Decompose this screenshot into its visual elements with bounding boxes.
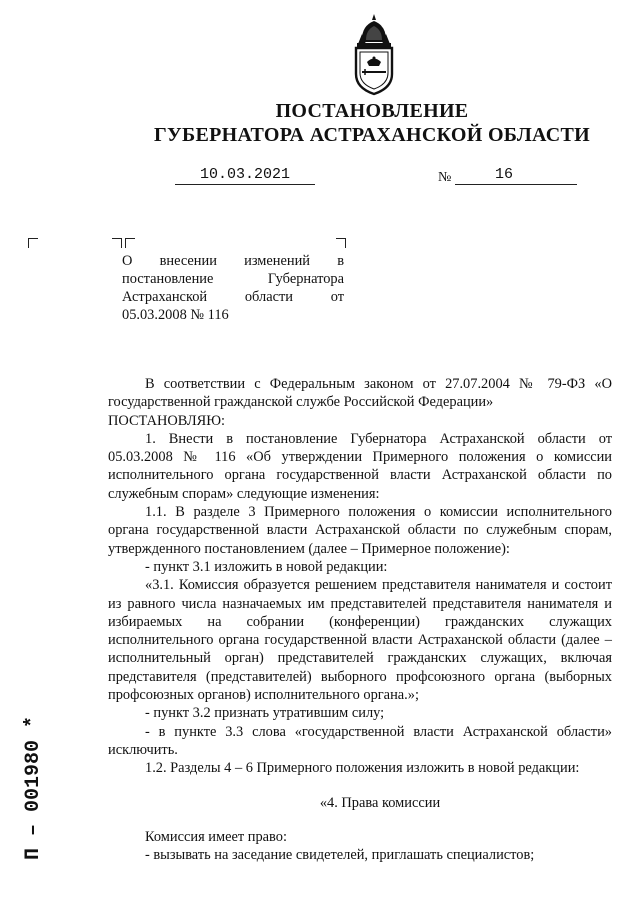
clause-paragraph: - пункт 3.2 признать утратившим силу;: [145, 705, 385, 722]
clause-paragraph: 1.1. В разделе 3 Примерного положения о комиссии исполнительного органа государственной власти Астраханской области по служебным спорам, утвержденного постановлением (далее – Примерное положение):: [108, 504, 612, 557]
coat-of-arms-icon: [348, 12, 400, 96]
registration-stamp: П – 001980 *: [22, 715, 45, 860]
clause-paragraph: - в пункте 3.3 слова «государственной власти Астраханской области» исключить.: [108, 723, 612, 758]
subject-corner-mark: [112, 238, 122, 248]
preamble-paragraph: В соответствии с Федеральным законом от 27.07.2004 № 79-ФЗ «О государственной гражданской службе Российской Федерации»: [108, 376, 612, 411]
subject-corner-mark: [336, 238, 346, 248]
document-type-title: ПОСТАНОВЛЕНИЕ: [275, 100, 469, 122]
clause-paragraph: 1.2. Разделы 4 – 6 Примерного положения изложить в новой редакции:: [145, 760, 580, 777]
margin-corner-mark: [28, 238, 38, 248]
number-label: №: [438, 170, 452, 185]
document-number: 16: [455, 166, 577, 185]
subject-corner-mark: [125, 238, 135, 248]
clause-paragraph: «3.1. Комиссия образуется решением представителя нанимателя и состоит из равного числа назначаемых им представителей представителя нанимателя и избираемых на собрании (конференции) гражданских служащих исполнительного органа государственной власти Астраханской области (далее – исполнительный орган) представителей гражданских служащих, включая представителя (представителей) выборного профсоюзного органа (выборных профсоюзных органов) исполнительного органа.»;: [108, 577, 612, 704]
document-body: [108, 375, 612, 864]
document-date: 10.03.2021: [175, 166, 315, 185]
clause-paragraph: - пункт 3.1 изложить в новой редакции:: [145, 558, 388, 575]
resolution-word: ПОСТАНОВЛЯЮ:: [108, 412, 226, 429]
document-subject: О внесении изменений в постановление Губернатора Астраханской области от 05.03.2008 № 116: [122, 253, 344, 323]
issuing-authority-title: ГУБЕРНАТОРА АСТРАХАНСКОЙ ОБЛАСТИ: [153, 124, 591, 146]
clause-paragraph: 1. Внести в постановление Губернатора Астраханской области от 05.03.2008 № 116 «Об утверждении Примерного положения о комиссии исполнительного органа государственной власти Астраханской области по служебным спорам» следующие изменения:: [108, 430, 612, 502]
clause-paragraph: - вызывать на заседание свидетелей, приглашать специалистов;: [145, 847, 535, 864]
section-heading: «4. Права комиссии: [319, 794, 441, 811]
clause-paragraph: Комиссия имеет право:: [145, 828, 287, 845]
